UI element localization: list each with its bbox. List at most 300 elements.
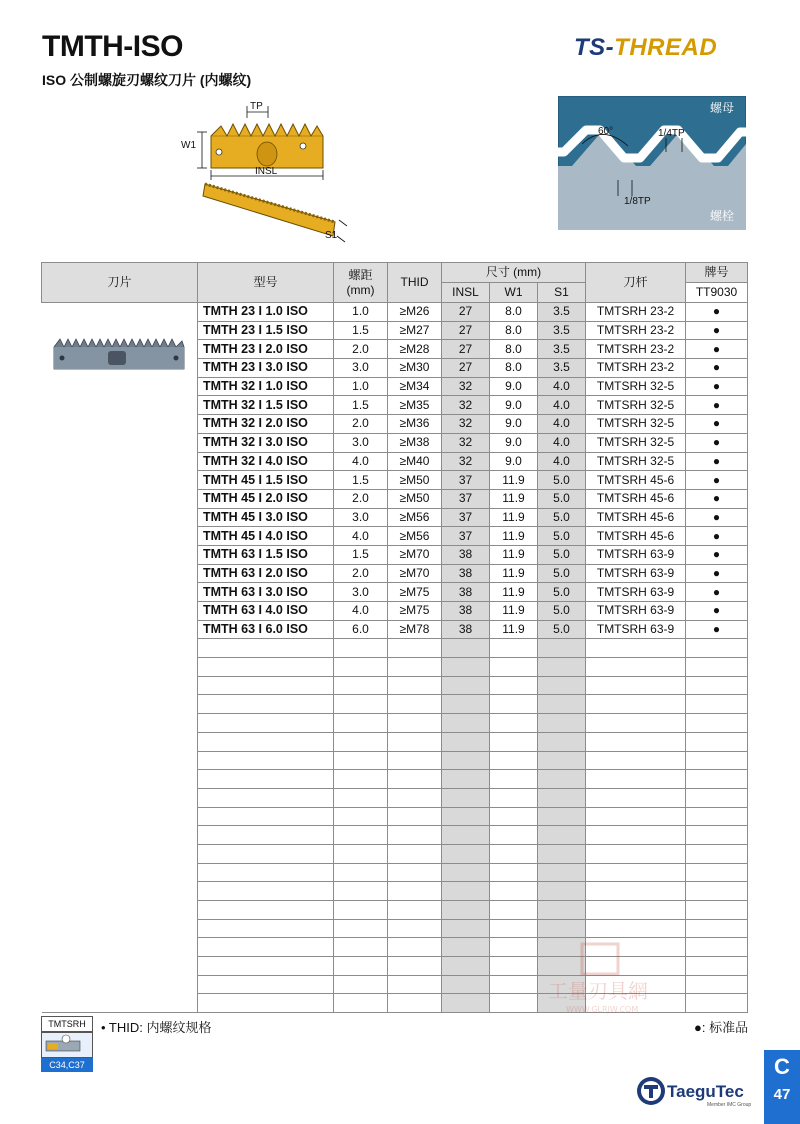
cell-thid xyxy=(388,658,442,677)
insert-dimension-diagram xyxy=(175,96,355,246)
cell-thid xyxy=(388,695,442,714)
cell-model xyxy=(198,826,334,845)
table-row xyxy=(42,732,748,751)
insl-label: INSL xyxy=(255,166,278,177)
cell-thid: ≥M75 xyxy=(388,602,442,621)
bolt-label: 螺栓 xyxy=(710,209,735,223)
eighth-tp-label: 1/8TP xyxy=(624,196,651,207)
cell-s1 xyxy=(538,863,586,882)
tp-label: TP xyxy=(250,101,263,112)
cell-pitch: 6.0 xyxy=(334,620,388,639)
col-model: 型号 xyxy=(198,263,334,303)
cell-w1: 11.9 xyxy=(490,508,538,527)
quarter-tp-label: 1/4TP xyxy=(658,128,685,139)
page-subtitle: ISO 公制螺旋刃螺纹刀片 (内螺纹) xyxy=(42,72,252,88)
cell-model xyxy=(198,957,334,976)
cell-insl xyxy=(442,770,490,789)
table-row xyxy=(42,788,748,807)
cell-thid xyxy=(388,788,442,807)
cell-insl xyxy=(442,994,490,1013)
cell-model: TMTH 23 I 1.5 ISO xyxy=(198,321,334,340)
cell-model: TMTH 63 I 3.0 ISO xyxy=(198,583,334,602)
cell-holder xyxy=(586,807,686,826)
cell-s1: 3.5 xyxy=(538,303,586,322)
table-row xyxy=(42,695,748,714)
cell-w1: 11.9 xyxy=(490,527,538,546)
cell-w1 xyxy=(490,658,538,677)
table-row xyxy=(42,658,748,677)
cell-pitch xyxy=(334,975,388,994)
cell-grade: ● xyxy=(686,508,748,527)
pitch-header: 螺距 xyxy=(348,267,373,282)
cell-holder xyxy=(586,919,686,938)
table-row xyxy=(42,826,748,845)
cell-thid xyxy=(388,751,442,770)
cell-grade xyxy=(686,844,748,863)
cell-w1: 11.9 xyxy=(490,545,538,564)
cell-thid: ≥M35 xyxy=(388,396,442,415)
cell-grade: ● xyxy=(686,620,748,639)
cell-model xyxy=(198,975,334,994)
cell-thid: ≥M56 xyxy=(388,508,442,527)
table-row xyxy=(42,863,748,882)
cell-grade: ● xyxy=(686,359,748,378)
cell-pitch: 2.0 xyxy=(334,340,388,359)
cell-insl: 37 xyxy=(442,527,490,546)
cell-thid xyxy=(388,901,442,920)
cell-pitch: 1.5 xyxy=(334,471,388,490)
cell-thid: ≥M78 xyxy=(388,620,442,639)
cell-s1: 5.0 xyxy=(538,545,586,564)
cell-insl xyxy=(442,919,490,938)
insert-photo-cell xyxy=(42,303,198,639)
cell-insl: 27 xyxy=(442,321,490,340)
thread-profile-diagram xyxy=(558,96,746,230)
cell-thid xyxy=(388,957,442,976)
cell-pitch xyxy=(334,919,388,938)
cell-grade: ● xyxy=(686,340,748,359)
cell-pitch xyxy=(334,788,388,807)
company-name: TaeguTec xyxy=(667,1082,744,1101)
cell-w1 xyxy=(490,639,538,658)
cell-s1 xyxy=(538,770,586,789)
cell-grade: ● xyxy=(686,489,748,508)
cell-s1 xyxy=(538,676,586,695)
cell-pitch xyxy=(334,676,388,695)
col-holder: 刀杆 xyxy=(586,263,686,303)
cell-thid xyxy=(388,770,442,789)
cell-w1 xyxy=(490,919,538,938)
cell-thid xyxy=(388,826,442,845)
cell-model xyxy=(198,919,334,938)
cell-model: TMTH 63 I 1.5 ISO xyxy=(198,545,334,564)
cell-grade xyxy=(686,770,748,789)
cell-s1: 5.0 xyxy=(538,508,586,527)
cell-s1 xyxy=(538,714,586,733)
cell-s1: 3.5 xyxy=(538,340,586,359)
cell-grade xyxy=(686,658,748,677)
cell-insl xyxy=(442,732,490,751)
cell-pitch xyxy=(334,938,388,957)
cell-s1 xyxy=(538,882,586,901)
cell-model xyxy=(198,844,334,863)
table-row xyxy=(42,751,748,770)
cell-w1 xyxy=(490,975,538,994)
cell-grade xyxy=(686,695,748,714)
cell-s1: 5.0 xyxy=(538,564,586,583)
cell-model: TMTH 45 I 1.5 ISO xyxy=(198,471,334,490)
nut-label: 螺母 xyxy=(710,101,735,115)
cell-insl: 38 xyxy=(442,545,490,564)
cell-holder xyxy=(586,863,686,882)
cell-s1: 4.0 xyxy=(538,433,586,452)
cell-holder: TMTSRH 32-5 xyxy=(586,433,686,452)
cell-insl xyxy=(442,844,490,863)
cell-thid xyxy=(388,807,442,826)
table-row xyxy=(42,919,748,938)
cell-w1 xyxy=(490,826,538,845)
cell-thid: ≥M56 xyxy=(388,527,442,546)
cell-model xyxy=(198,882,334,901)
cell-thid: ≥M30 xyxy=(388,359,442,378)
cell-pitch: 1.5 xyxy=(334,545,388,564)
cell-model: TMTH 32 I 3.0 ISO xyxy=(198,433,334,452)
cell-model: TMTH 45 I 4.0 ISO xyxy=(198,527,334,546)
w1-label: W1 xyxy=(181,140,196,151)
cell-grade xyxy=(686,788,748,807)
section-letter: C xyxy=(774,1054,790,1079)
cell-grade: ● xyxy=(686,321,748,340)
cell-w1 xyxy=(490,788,538,807)
cell-s1 xyxy=(538,695,586,714)
s1-label: S1 xyxy=(325,230,338,241)
cell-grade: ● xyxy=(686,396,748,415)
table-row xyxy=(42,639,748,658)
cell-insl: 32 xyxy=(442,377,490,396)
cell-pitch: 2.0 xyxy=(334,489,388,508)
watermark-text: 工量刃具網 xyxy=(548,979,648,1003)
cell-holder: TMTSRH 63-9 xyxy=(586,564,686,583)
cell-pitch xyxy=(334,844,388,863)
cell-w1 xyxy=(490,957,538,976)
cell-model: TMTH 23 I 2.0 ISO xyxy=(198,340,334,359)
holder-icon xyxy=(41,1032,93,1058)
cell-s1: 3.5 xyxy=(538,321,586,340)
cell-holder xyxy=(586,826,686,845)
thid-note: • THID: 内螺纹规格 xyxy=(101,1020,212,1035)
cell-grade xyxy=(686,714,748,733)
cell-holder: TMTSRH 63-9 xyxy=(586,583,686,602)
cell-model: TMTH 45 I 2.0 ISO xyxy=(198,489,334,508)
cell-holder xyxy=(586,658,686,677)
holder-box-ref: C34,C37 xyxy=(41,1058,93,1072)
cell-pitch: 1.5 xyxy=(334,396,388,415)
cell-thid xyxy=(388,975,442,994)
cell-w1 xyxy=(490,863,538,882)
cell-w1 xyxy=(490,882,538,901)
cell-pitch xyxy=(334,639,388,658)
cell-insl: 27 xyxy=(442,303,490,322)
cell-model: TMTH 23 I 1.0 ISO xyxy=(198,303,334,322)
cell-s1: 5.0 xyxy=(538,527,586,546)
cell-thid xyxy=(388,882,442,901)
cell-grade: ● xyxy=(686,303,748,322)
col-grade: TT9030 xyxy=(686,283,748,303)
cell-s1 xyxy=(538,732,586,751)
brand-prefix: TS- xyxy=(574,34,615,61)
col-pitch xyxy=(334,263,388,303)
cell-grade: ● xyxy=(686,377,748,396)
cell-holder xyxy=(586,844,686,863)
cell-grade xyxy=(686,732,748,751)
standard-note: ●: 标准品 xyxy=(694,1020,749,1035)
cell-grade xyxy=(686,863,748,882)
cell-grade: ● xyxy=(686,471,748,490)
pitch-unit: (mm) xyxy=(346,282,375,297)
cell-thid: ≥M70 xyxy=(388,545,442,564)
cell-thid: ≥M50 xyxy=(388,489,442,508)
cell-thid xyxy=(388,676,442,695)
col-s1: S1 xyxy=(538,283,586,303)
company-sub: Member IMC Group xyxy=(707,1102,752,1108)
cell-model xyxy=(198,658,334,677)
cell-pitch: 3.0 xyxy=(334,583,388,602)
cell-pitch xyxy=(334,863,388,882)
cell-w1: 9.0 xyxy=(490,415,538,434)
product-table xyxy=(41,262,748,1013)
cell-model xyxy=(198,751,334,770)
cell-w1 xyxy=(490,732,538,751)
cell-thid xyxy=(388,714,442,733)
cell-holder: TMTSRH 63-9 xyxy=(586,602,686,621)
cell-holder: TMTSRH 23-2 xyxy=(586,303,686,322)
cell-thid: ≥M75 xyxy=(388,583,442,602)
cell-w1: 11.9 xyxy=(490,602,538,621)
cell-model xyxy=(198,639,334,658)
watermark-url: WWW.GLRJW.COM xyxy=(566,1005,639,1014)
cell-s1 xyxy=(538,788,586,807)
cell-grade: ● xyxy=(686,602,748,621)
cell-pitch xyxy=(334,658,388,677)
cell-pitch xyxy=(334,882,388,901)
cell-s1: 4.0 xyxy=(538,452,586,471)
cell-holder: TMTSRH 23-2 xyxy=(586,359,686,378)
cell-model: TMTH 32 I 4.0 ISO xyxy=(198,452,334,471)
cell-w1 xyxy=(490,938,538,957)
cell-insl: 32 xyxy=(442,452,490,471)
cell-grade xyxy=(686,901,748,920)
cell-holder xyxy=(586,882,686,901)
cell-pitch xyxy=(334,695,388,714)
cell-insl xyxy=(442,882,490,901)
cell-model xyxy=(198,732,334,751)
cell-s1 xyxy=(538,901,586,920)
cell-holder: TMTSRH 63-9 xyxy=(586,620,686,639)
cell-holder xyxy=(586,788,686,807)
cell-holder: TMTSRH 32-5 xyxy=(586,415,686,434)
cell-grade: ● xyxy=(686,452,748,471)
cell-thid: ≥M38 xyxy=(388,433,442,452)
cell-thid: ≥M34 xyxy=(388,377,442,396)
cell-w1 xyxy=(490,695,538,714)
cell-w1: 9.0 xyxy=(490,396,538,415)
cell-w1 xyxy=(490,770,538,789)
brand-logo xyxy=(574,34,717,62)
cell-model: TMTH 32 I 1.0 ISO xyxy=(198,377,334,396)
cell-s1 xyxy=(538,639,586,658)
cell-grade: ● xyxy=(686,583,748,602)
page-number: 47 xyxy=(773,1086,791,1103)
cell-model xyxy=(198,676,334,695)
cell-thid: ≥M36 xyxy=(388,415,442,434)
cell-pitch xyxy=(334,751,388,770)
cell-thid: ≥M70 xyxy=(388,564,442,583)
cell-pitch xyxy=(334,994,388,1013)
cell-w1 xyxy=(490,676,538,695)
cell-w1 xyxy=(490,714,538,733)
cell-pitch xyxy=(334,901,388,920)
cell-holder: TMTSRH 23-2 xyxy=(586,321,686,340)
cell-thid: ≥M40 xyxy=(388,452,442,471)
cell-pitch: 2.0 xyxy=(334,415,388,434)
cell-model: TMTH 32 I 1.5 ISO xyxy=(198,396,334,415)
cell-holder: TMTSRH 32-5 xyxy=(586,452,686,471)
cell-grade xyxy=(686,919,748,938)
cell-pitch: 1.5 xyxy=(334,321,388,340)
cell-model: TMTH 63 I 6.0 ISO xyxy=(198,620,334,639)
cell-w1: 11.9 xyxy=(490,583,538,602)
cell-model xyxy=(198,788,334,807)
cell-insl: 38 xyxy=(442,564,490,583)
cell-s1: 5.0 xyxy=(538,602,586,621)
cell-grade xyxy=(686,807,748,826)
cell-holder xyxy=(586,639,686,658)
col-insert: 刀片 xyxy=(42,263,198,303)
cell-w1: 11.9 xyxy=(490,489,538,508)
cell-model xyxy=(198,807,334,826)
cell-insl: 37 xyxy=(442,508,490,527)
cell-s1 xyxy=(538,807,586,826)
cell-grade xyxy=(686,826,748,845)
cell-pitch xyxy=(334,807,388,826)
cell-insl: 27 xyxy=(442,340,490,359)
cell-s1: 4.0 xyxy=(538,396,586,415)
table-row xyxy=(42,882,748,901)
cell-grade: ● xyxy=(686,433,748,452)
cell-grade: ● xyxy=(686,545,748,564)
cell-insl xyxy=(442,714,490,733)
cell-s1: 5.0 xyxy=(538,620,586,639)
cell-model xyxy=(198,714,334,733)
cell-insl xyxy=(442,676,490,695)
holder-reference-box xyxy=(41,1016,93,1070)
cell-w1 xyxy=(490,751,538,770)
cell-holder: TMTSRH 45-6 xyxy=(586,527,686,546)
cell-model xyxy=(198,695,334,714)
cell-insl xyxy=(442,807,490,826)
cell-holder: TMTSRH 45-6 xyxy=(586,508,686,527)
cell-thid xyxy=(388,994,442,1013)
cell-insl xyxy=(442,901,490,920)
cell-model xyxy=(198,938,334,957)
cell-insl: 37 xyxy=(442,471,490,490)
cell-pitch: 3.0 xyxy=(334,508,388,527)
cell-holder: TMTSRH 45-6 xyxy=(586,471,686,490)
table-row xyxy=(42,714,748,733)
cell-model xyxy=(198,901,334,920)
cell-pitch: 4.0 xyxy=(334,602,388,621)
cell-pitch xyxy=(334,826,388,845)
table-row xyxy=(42,770,748,789)
cell-pitch: 3.0 xyxy=(334,433,388,452)
cell-s1: 4.0 xyxy=(538,377,586,396)
cell-insl xyxy=(442,788,490,807)
cell-grade xyxy=(686,676,748,695)
cell-insl xyxy=(442,938,490,957)
cell-model xyxy=(198,770,334,789)
cell-s1: 3.5 xyxy=(538,359,586,378)
cell-model: TMTH 32 I 2.0 ISO xyxy=(198,415,334,434)
cell-w1: 8.0 xyxy=(490,359,538,378)
cell-pitch xyxy=(334,732,388,751)
cell-pitch: 1.0 xyxy=(334,377,388,396)
table-row xyxy=(42,303,748,322)
cell-insl: 38 xyxy=(442,620,490,639)
cell-w1: 9.0 xyxy=(490,452,538,471)
cell-pitch: 2.0 xyxy=(334,564,388,583)
cell-model: TMTH 63 I 4.0 ISO xyxy=(198,602,334,621)
insert-photo xyxy=(44,327,194,387)
cell-pitch xyxy=(334,770,388,789)
cell-holder: TMTSRH 23-2 xyxy=(586,340,686,359)
cell-thid: ≥M28 xyxy=(388,340,442,359)
cell-thid xyxy=(388,844,442,863)
cell-w1 xyxy=(490,901,538,920)
cell-thid xyxy=(388,919,442,938)
cell-holder xyxy=(586,901,686,920)
cell-holder xyxy=(586,676,686,695)
cell-grade xyxy=(686,639,748,658)
cell-model: TMTH 23 I 3.0 ISO xyxy=(198,359,334,378)
cell-pitch: 4.0 xyxy=(334,527,388,546)
cell-insl: 27 xyxy=(442,359,490,378)
cell-insl xyxy=(442,695,490,714)
cell-holder xyxy=(586,695,686,714)
col-dims: 尺寸 (mm) xyxy=(442,263,586,283)
page-title: TMTH-ISO xyxy=(42,30,183,63)
holder-box-label: TMTSRH xyxy=(41,1016,93,1032)
cell-s1 xyxy=(538,658,586,677)
cell-model: TMTH 63 I 2.0 ISO xyxy=(198,564,334,583)
cell-w1: 8.0 xyxy=(490,340,538,359)
cell-thid xyxy=(388,732,442,751)
cell-holder xyxy=(586,751,686,770)
cell-w1: 11.9 xyxy=(490,620,538,639)
angle-label: 60° xyxy=(598,126,614,137)
cell-thid: ≥M26 xyxy=(388,303,442,322)
cell-s1 xyxy=(538,751,586,770)
cell-insl: 38 xyxy=(442,602,490,621)
cell-holder xyxy=(586,732,686,751)
taegutec-logo-icon xyxy=(636,1076,666,1106)
cell-thid xyxy=(388,639,442,658)
table-row xyxy=(42,676,748,695)
cell-holder xyxy=(586,770,686,789)
cell-insl: 32 xyxy=(442,433,490,452)
section-tab xyxy=(764,1050,800,1124)
cell-insl: 37 xyxy=(442,489,490,508)
cell-grade: ● xyxy=(686,564,748,583)
